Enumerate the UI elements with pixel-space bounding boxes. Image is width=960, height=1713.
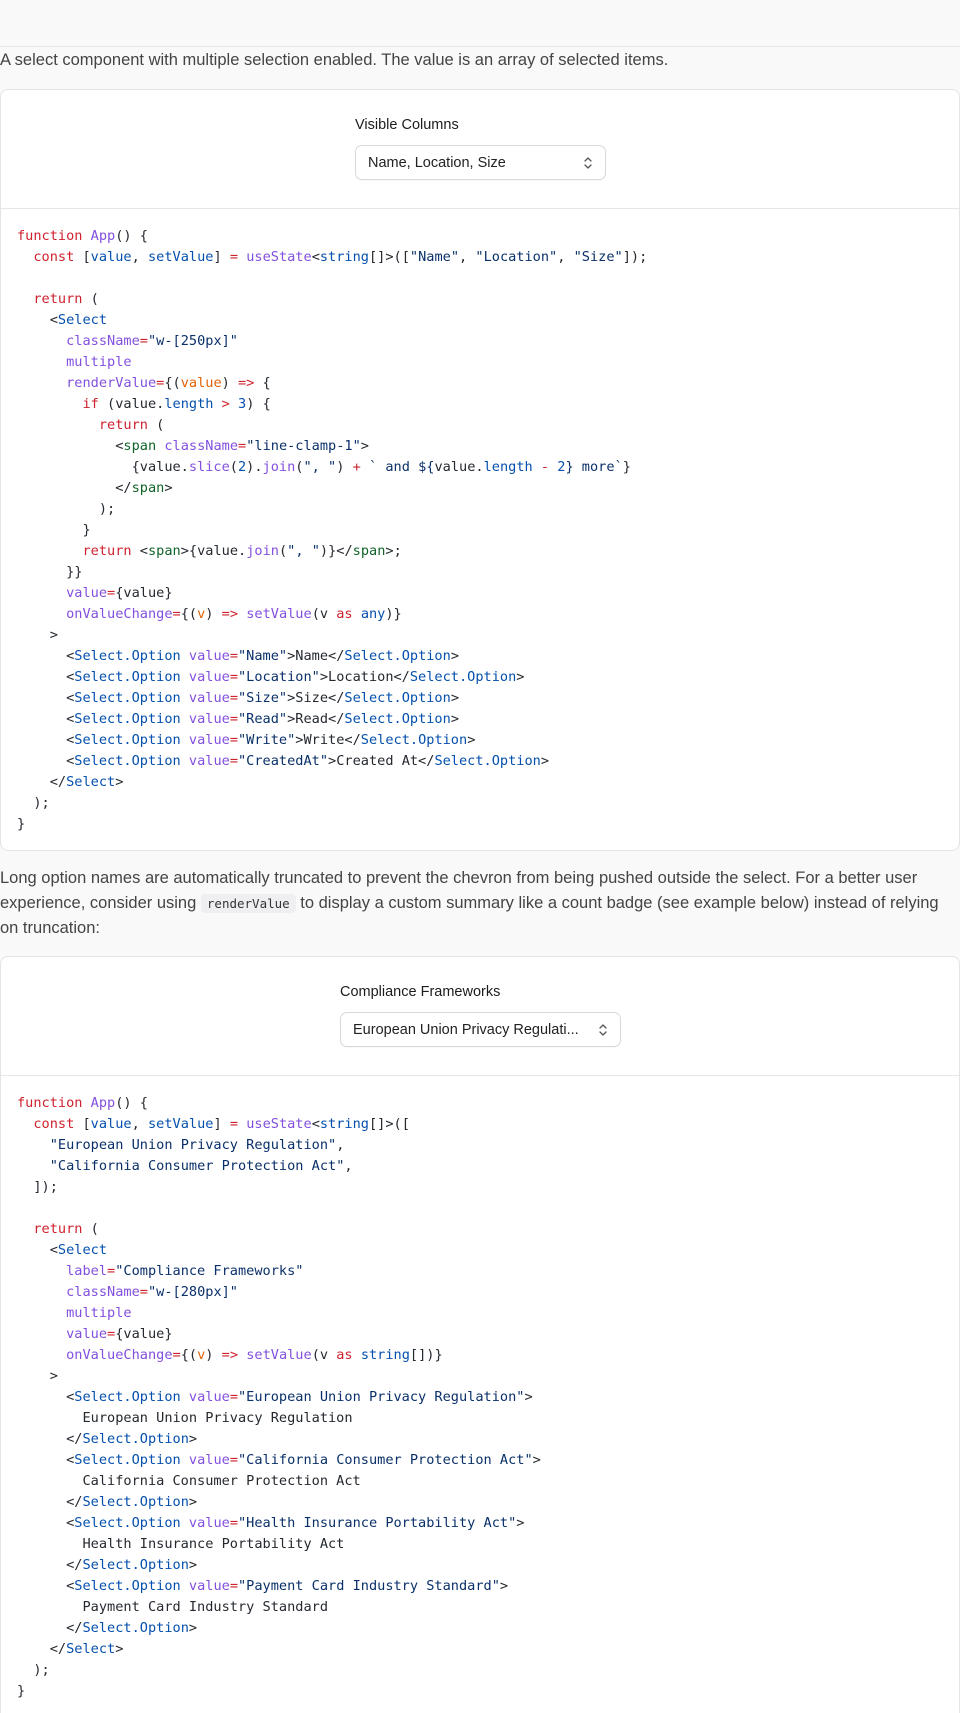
note-text-before: Long option names are automatically truncated to prevent the chevron from being pushed outside the select. For a better user experience, consider using	[0, 869, 918, 912]
select-label: Compliance Frameworks	[340, 984, 501, 1000]
demo-preview	[1, 957, 959, 1076]
intro-text: A select component with multiple selection enabled. The value is an array of selected items.	[0, 51, 669, 69]
note-text-after: to display a custom summary like a count badge (see example below) instead of relying on truncation:	[0, 894, 939, 937]
top-bar	[0, 0, 960, 47]
code-block: function App() { const [value, setValue] = useState<string[]>(["Name", "Location", "Size"]); return ( <Select className="w-[250px]" multiple renderValue={(value) => { if (value.length > 3) { return ( <span className="line-clamp-1"> {value.slice(2).join(", ") + ` and ${value.length - 2} more`} </span> ); } return <span>{value.join(", ")}</span>; }} value={value} onValueChange={(v) => setValue(v as any)} > <Select.Option value="Name">Name</Select.Option> <Select.Option value="Location">Location</Select.Option> <Select.Option value="Size">Size</Select.Option> <Select.Option value="Read">Read</Select.Option> <Select.Option value="Write">Write</Select.Option> <Select.Option value="CreatedAt">Created At</Select.Option> </Select> ); }	[17, 228, 648, 832]
example-card-compliance-frameworks	[0, 956, 960, 1713]
compliance-frameworks-select[interactable]	[340, 1012, 621, 1047]
visible-columns-select[interactable]	[355, 145, 606, 180]
truncation-note	[0, 866, 958, 941]
chevron-up-down-icon	[583, 155, 593, 171]
demo-preview	[1, 90, 959, 209]
code-block: function App() { const [value, setValue] = useState<string[]>([ "European Union Privacy Regulation", "California Consumer Protection Act", ]); return ( <Select label="Compliance Frameworks" className="w-[280px]" multiple value={value} onValueChange={(v) => setValue(v as string[])} > <Select.Option value="European Union Privacy Regulation"> European Union Privacy Regulation </Select.Option> <Select.Option value="California Consumer Protection Act"> California Consumer Protection Act </Select.Option> <Select.Option value="Health Insurance Portability Act"> Health Insurance Portability Act </Select.Option> <Select.Option value="Payment Card Industry Standard"> Payment Card Industry Standard </Select.Option> </Select> ); }	[17, 1095, 541, 1699]
example-card-visible-columns	[0, 89, 960, 851]
select-value: Name, Location, Size	[368, 154, 506, 171]
select-value: European Union Privacy Regulati...	[353, 1021, 579, 1038]
select-label: Visible Columns	[355, 117, 459, 133]
inline-code-render-value: renderValue	[201, 894, 296, 913]
chevron-up-down-icon	[598, 1022, 608, 1038]
